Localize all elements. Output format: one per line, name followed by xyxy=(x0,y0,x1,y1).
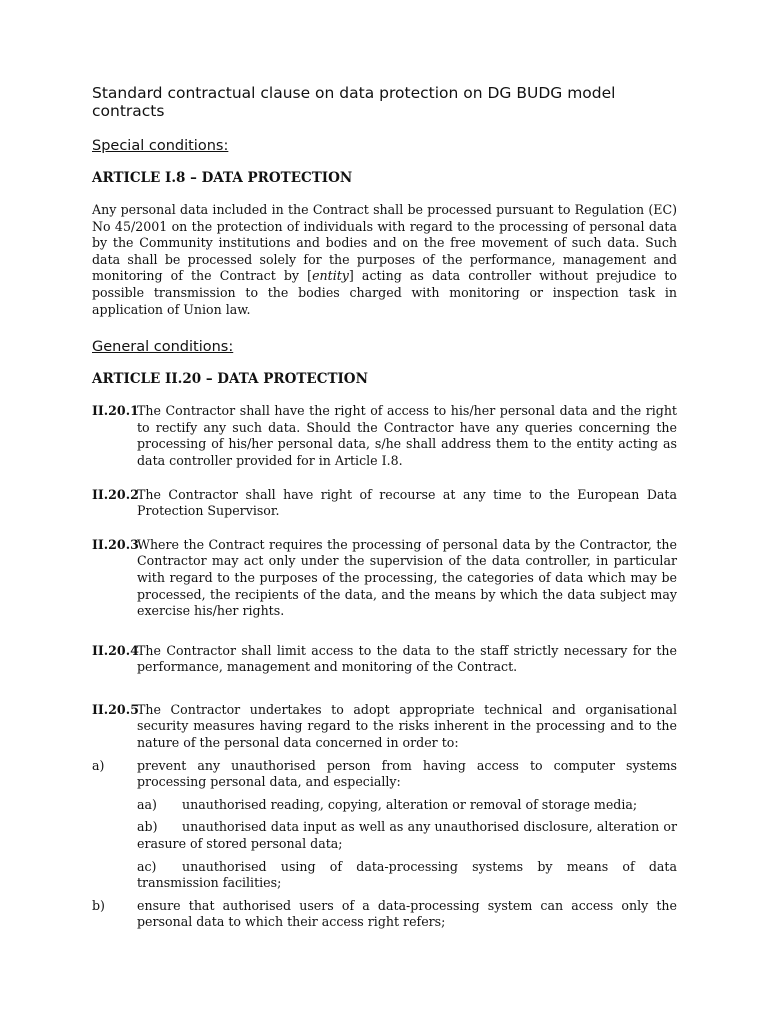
sub-label: ac) xyxy=(137,858,157,874)
clause-number: II.20.5 xyxy=(92,701,139,717)
clause-ii-20-1 xyxy=(92,403,677,469)
article-i8-heading: ARTICLE I.8 – DATA PROTECTION xyxy=(92,170,353,186)
article-i8-paragraph xyxy=(92,202,677,318)
document-page xyxy=(92,84,677,931)
clause-ii-20-5 xyxy=(92,702,677,752)
clause-text: The Contractor shall have right of recourse at any time to the European Data Protection Supervisor. xyxy=(137,486,677,519)
sub-label: ab) xyxy=(137,819,158,835)
special-conditions-heading: Special conditions: xyxy=(92,138,229,154)
clause-text: The Contractor undertakes to adopt appropriate technical and organisational security measures having regard to the risks inherent in the processing and to the nature of the personal data concerned in order to: xyxy=(137,701,677,751)
general-conditions-heading: General conditions: xyxy=(92,339,234,356)
clause-text: Where the Contract requires the processing of personal data by the Contractor, the Contractor may act only under the supervision of the data controller, in particular with regard to the purposes of the processing, the categories of data which may be processed, the recipients of the data, and the means by which the data subject may exercise his/her rights. xyxy=(137,536,677,619)
list-text: ensure that authorised users of a data-processing system can access only the personal data to which their access right refers; xyxy=(137,897,677,930)
sub-item-ac xyxy=(137,859,677,892)
list-item-b xyxy=(92,898,677,931)
sub-text: unauthorised data input as well as any unauthorised disclosure, alteration or erasure of stored personal data; xyxy=(137,819,677,852)
clause-number: II.20.3 xyxy=(92,536,139,552)
sub-text: unauthorised reading, copying, alteration or removal of storage media; xyxy=(182,796,638,812)
clause-number: II.20.2 xyxy=(92,486,139,502)
entity-placeholder: entity xyxy=(312,268,349,284)
clause-number: II.20.1 xyxy=(92,403,139,419)
clause-ii-20-3 xyxy=(92,537,677,620)
sub-text: unauthorised using of data-processing systems by means of data transmission facilities; xyxy=(137,858,677,891)
clause-ii-20-2 xyxy=(92,487,677,520)
clause-ii-20-4 xyxy=(92,643,677,676)
list-label: a) xyxy=(92,757,105,773)
list-item-a xyxy=(92,758,677,791)
clause-text: The Contractor shall have the right of access to his/her personal data and the right to rectify any such data. Should the Contractor have any queries concerning the processing of his/her personal data, s/he shall address them to the entity acting as data controller provided for in Article I.8. xyxy=(137,403,677,468)
sub-item-aa xyxy=(137,797,677,814)
article-ii20-heading: ARTICLE II.20 – DATA PROTECTION xyxy=(92,371,368,388)
sub-label: aa) xyxy=(137,796,157,812)
clause-number: II.20.4 xyxy=(92,642,139,658)
clause-text: The Contractor shall limit access to the data to the staff strictly necessary for the performance, management and monitoring of the Contract. xyxy=(137,642,677,675)
document-title: Standard contractual clause on data protection on DG BUDG model contracts xyxy=(92,84,616,120)
list-text: prevent any unauthorised person from having access to computer systems processing personal data, and especially: xyxy=(137,757,677,790)
list-label: b) xyxy=(92,897,105,913)
article-i8-text: Any personal data included in the Contract shall be processed pursuant to Regulation (EC) No 45/2001 on the protection of individuals with regard to the processing of personal data by the Community institutions and bodies and on the free movement of such data. Such data shall be processed solely for the purposes of the performance, management and monitoring of the Contract by [entity] acting as data controller without prejudice to possible transmission to the bodies charged with monitoring or inspection task in application of Union law. xyxy=(92,202,677,317)
sub-item-ab xyxy=(137,819,677,852)
